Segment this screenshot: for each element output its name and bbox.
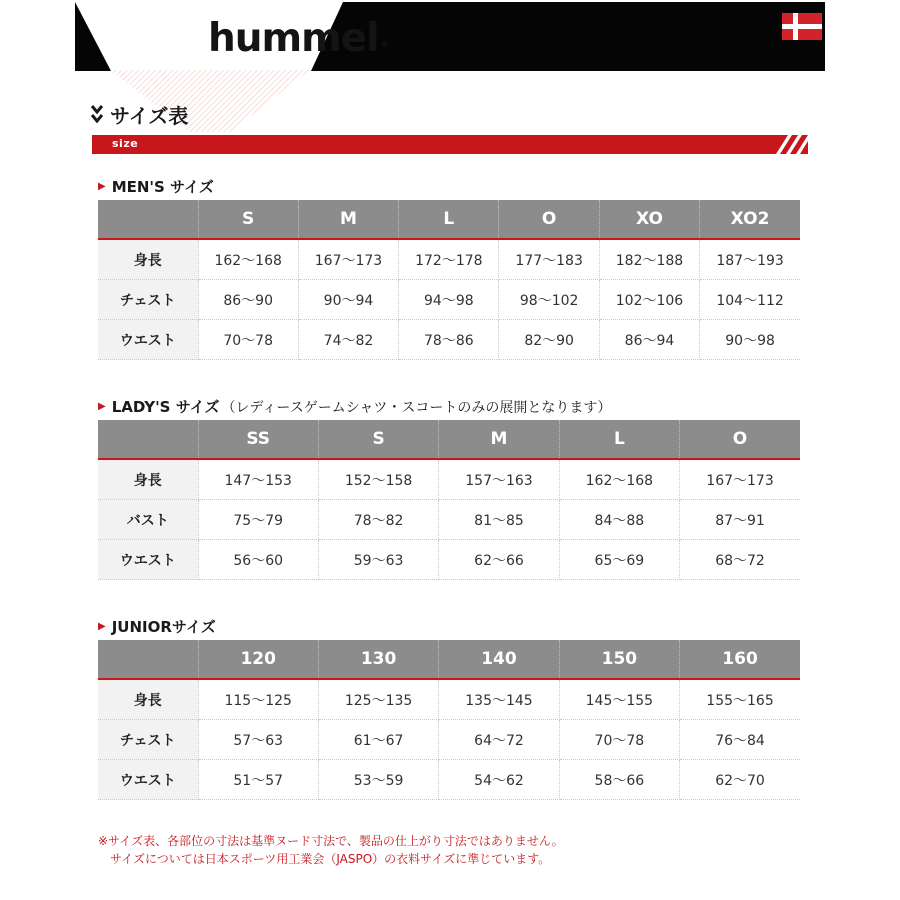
table-cell: 78～86 (399, 320, 499, 360)
table-cell: 58～66 (559, 760, 679, 800)
junior-heading: JUNIORサイズ (111, 618, 216, 636)
footnote-line-1: ※サイズ表、各部位の寸法は基準ヌード寸法で、製品の仕上がり寸法ではありません。 (98, 834, 564, 848)
table-cell: 115～125 (198, 679, 318, 720)
junior-size-table (98, 640, 800, 800)
junior-header-row (98, 640, 800, 679)
stripe-decoration (768, 135, 808, 154)
column-header: 130 (318, 640, 438, 679)
size-bar-label: size (112, 137, 139, 150)
table-row (98, 280, 800, 320)
column-header: M (439, 420, 559, 459)
table-cell: 74～82 (298, 320, 398, 360)
table-cell: 182～188 (599, 239, 699, 280)
footnote-line-2: サイズについては日本スポーツ用工業会（JASPO）の衣料サイズに準じています。 (110, 852, 551, 866)
table-cell: 157～163 (439, 459, 559, 500)
table-row (98, 540, 800, 580)
table-cell: 87～91 (680, 500, 800, 540)
row-label: 身長 (98, 459, 198, 500)
ladies-header-row (98, 420, 800, 459)
mens-heading-row (98, 176, 214, 197)
table-cell: 155～165 (680, 679, 800, 720)
table-cell: 162～168 (559, 459, 679, 500)
table-cell: 90～98 (700, 320, 800, 360)
column-header: L (559, 420, 679, 459)
footnote (98, 832, 564, 868)
table-cell: 59～63 (318, 540, 438, 580)
row-label: 身長 (98, 239, 198, 280)
size-bar (92, 135, 808, 154)
table-cell: 70～78 (198, 320, 298, 360)
table-cell: 61～67 (318, 720, 438, 760)
table-cell: 62～70 (680, 760, 800, 800)
table-cell: 90～94 (298, 280, 398, 320)
mens-header-row (98, 200, 800, 239)
table-cell: 167～173 (298, 239, 398, 280)
table-cell: 98～102 (499, 280, 599, 320)
mens-size-table (98, 200, 800, 360)
table-corner (98, 420, 198, 459)
table-cell: 84～88 (559, 500, 679, 540)
brand-header (75, 2, 825, 71)
column-header: M (298, 200, 398, 239)
row-label: ウエスト (98, 760, 198, 800)
table-row (98, 760, 800, 800)
column-header: S (318, 420, 438, 459)
table-cell: 102～106 (599, 280, 699, 320)
column-header: O (499, 200, 599, 239)
column-header: 140 (439, 640, 559, 679)
page-title-row (90, 100, 188, 128)
row-label: バスト (98, 500, 198, 540)
row-label: ウエスト (98, 540, 198, 580)
table-cell: 187～193 (700, 239, 800, 280)
table-cell: 86～94 (599, 320, 699, 360)
column-header: XO2 (700, 200, 800, 239)
table-cell: 57～63 (198, 720, 318, 760)
denmark-flag-icon (782, 13, 822, 40)
table-row (98, 679, 800, 720)
row-label: ウエスト (98, 320, 198, 360)
ladies-size-table (98, 420, 800, 580)
column-header: XO (599, 200, 699, 239)
table-cell: 65～69 (559, 540, 679, 580)
red-arrow-icon: ▶ (98, 401, 106, 412)
table-cell: 54～62 (439, 760, 559, 800)
ladies-note: （レディースゲームシャツ・スコートのみの展開となります） (221, 399, 612, 416)
page-title: サイズ表 (110, 103, 189, 128)
table-cell: 86～90 (198, 280, 298, 320)
column-header: 120 (198, 640, 318, 679)
table-cell: 82～90 (499, 320, 599, 360)
red-arrow-icon: ▶ (98, 181, 106, 192)
mens-heading: MEN'S サイズ (111, 178, 214, 196)
table-row (98, 239, 800, 280)
table-cell: 145～155 (559, 679, 679, 720)
table-cell: 62～66 (439, 540, 559, 580)
row-label: チェスト (98, 280, 198, 320)
table-cell: 64～72 (439, 720, 559, 760)
junior-heading-row (98, 616, 216, 637)
table-row (98, 320, 800, 360)
ladies-heading-row (98, 396, 611, 417)
table-corner (98, 200, 198, 239)
table-cell: 53～59 (318, 760, 438, 800)
table-cell: 172～178 (399, 239, 499, 280)
column-header: 150 (559, 640, 679, 679)
table-cell: 94～98 (399, 280, 499, 320)
column-header: S (198, 200, 298, 239)
row-label: 身長 (98, 679, 198, 720)
table-cell: 162～168 (198, 239, 298, 280)
table-cell: 76～84 (680, 720, 800, 760)
ladies-heading: LADY'S サイズ (111, 398, 220, 416)
table-row (98, 459, 800, 500)
table-cell: 75～79 (198, 500, 318, 540)
table-cell: 177～183 (499, 239, 599, 280)
hummel-logo: hummel ® (208, 16, 388, 61)
table-cell: 125～135 (318, 679, 438, 720)
column-header: L (399, 200, 499, 239)
table-cell: 81～85 (439, 500, 559, 540)
column-header: SS (198, 420, 318, 459)
table-cell: 147～153 (198, 459, 318, 500)
table-corner (98, 640, 198, 679)
table-cell: 152～158 (318, 459, 438, 500)
table-row (98, 500, 800, 540)
table-cell: 56～60 (198, 540, 318, 580)
table-cell: 70～78 (559, 720, 679, 760)
row-label: チェスト (98, 720, 198, 760)
red-arrow-icon: ▶ (98, 621, 106, 632)
table-cell: 68～72 (680, 540, 800, 580)
table-cell: 104～112 (700, 280, 800, 320)
column-header: 160 (680, 640, 800, 679)
column-header: O (680, 420, 800, 459)
double-chevron-icon (90, 103, 104, 125)
table-cell: 51～57 (198, 760, 318, 800)
table-cell: 135～145 (439, 679, 559, 720)
table-row (98, 720, 800, 760)
table-cell: 167～173 (680, 459, 800, 500)
table-cell: 78～82 (318, 500, 438, 540)
